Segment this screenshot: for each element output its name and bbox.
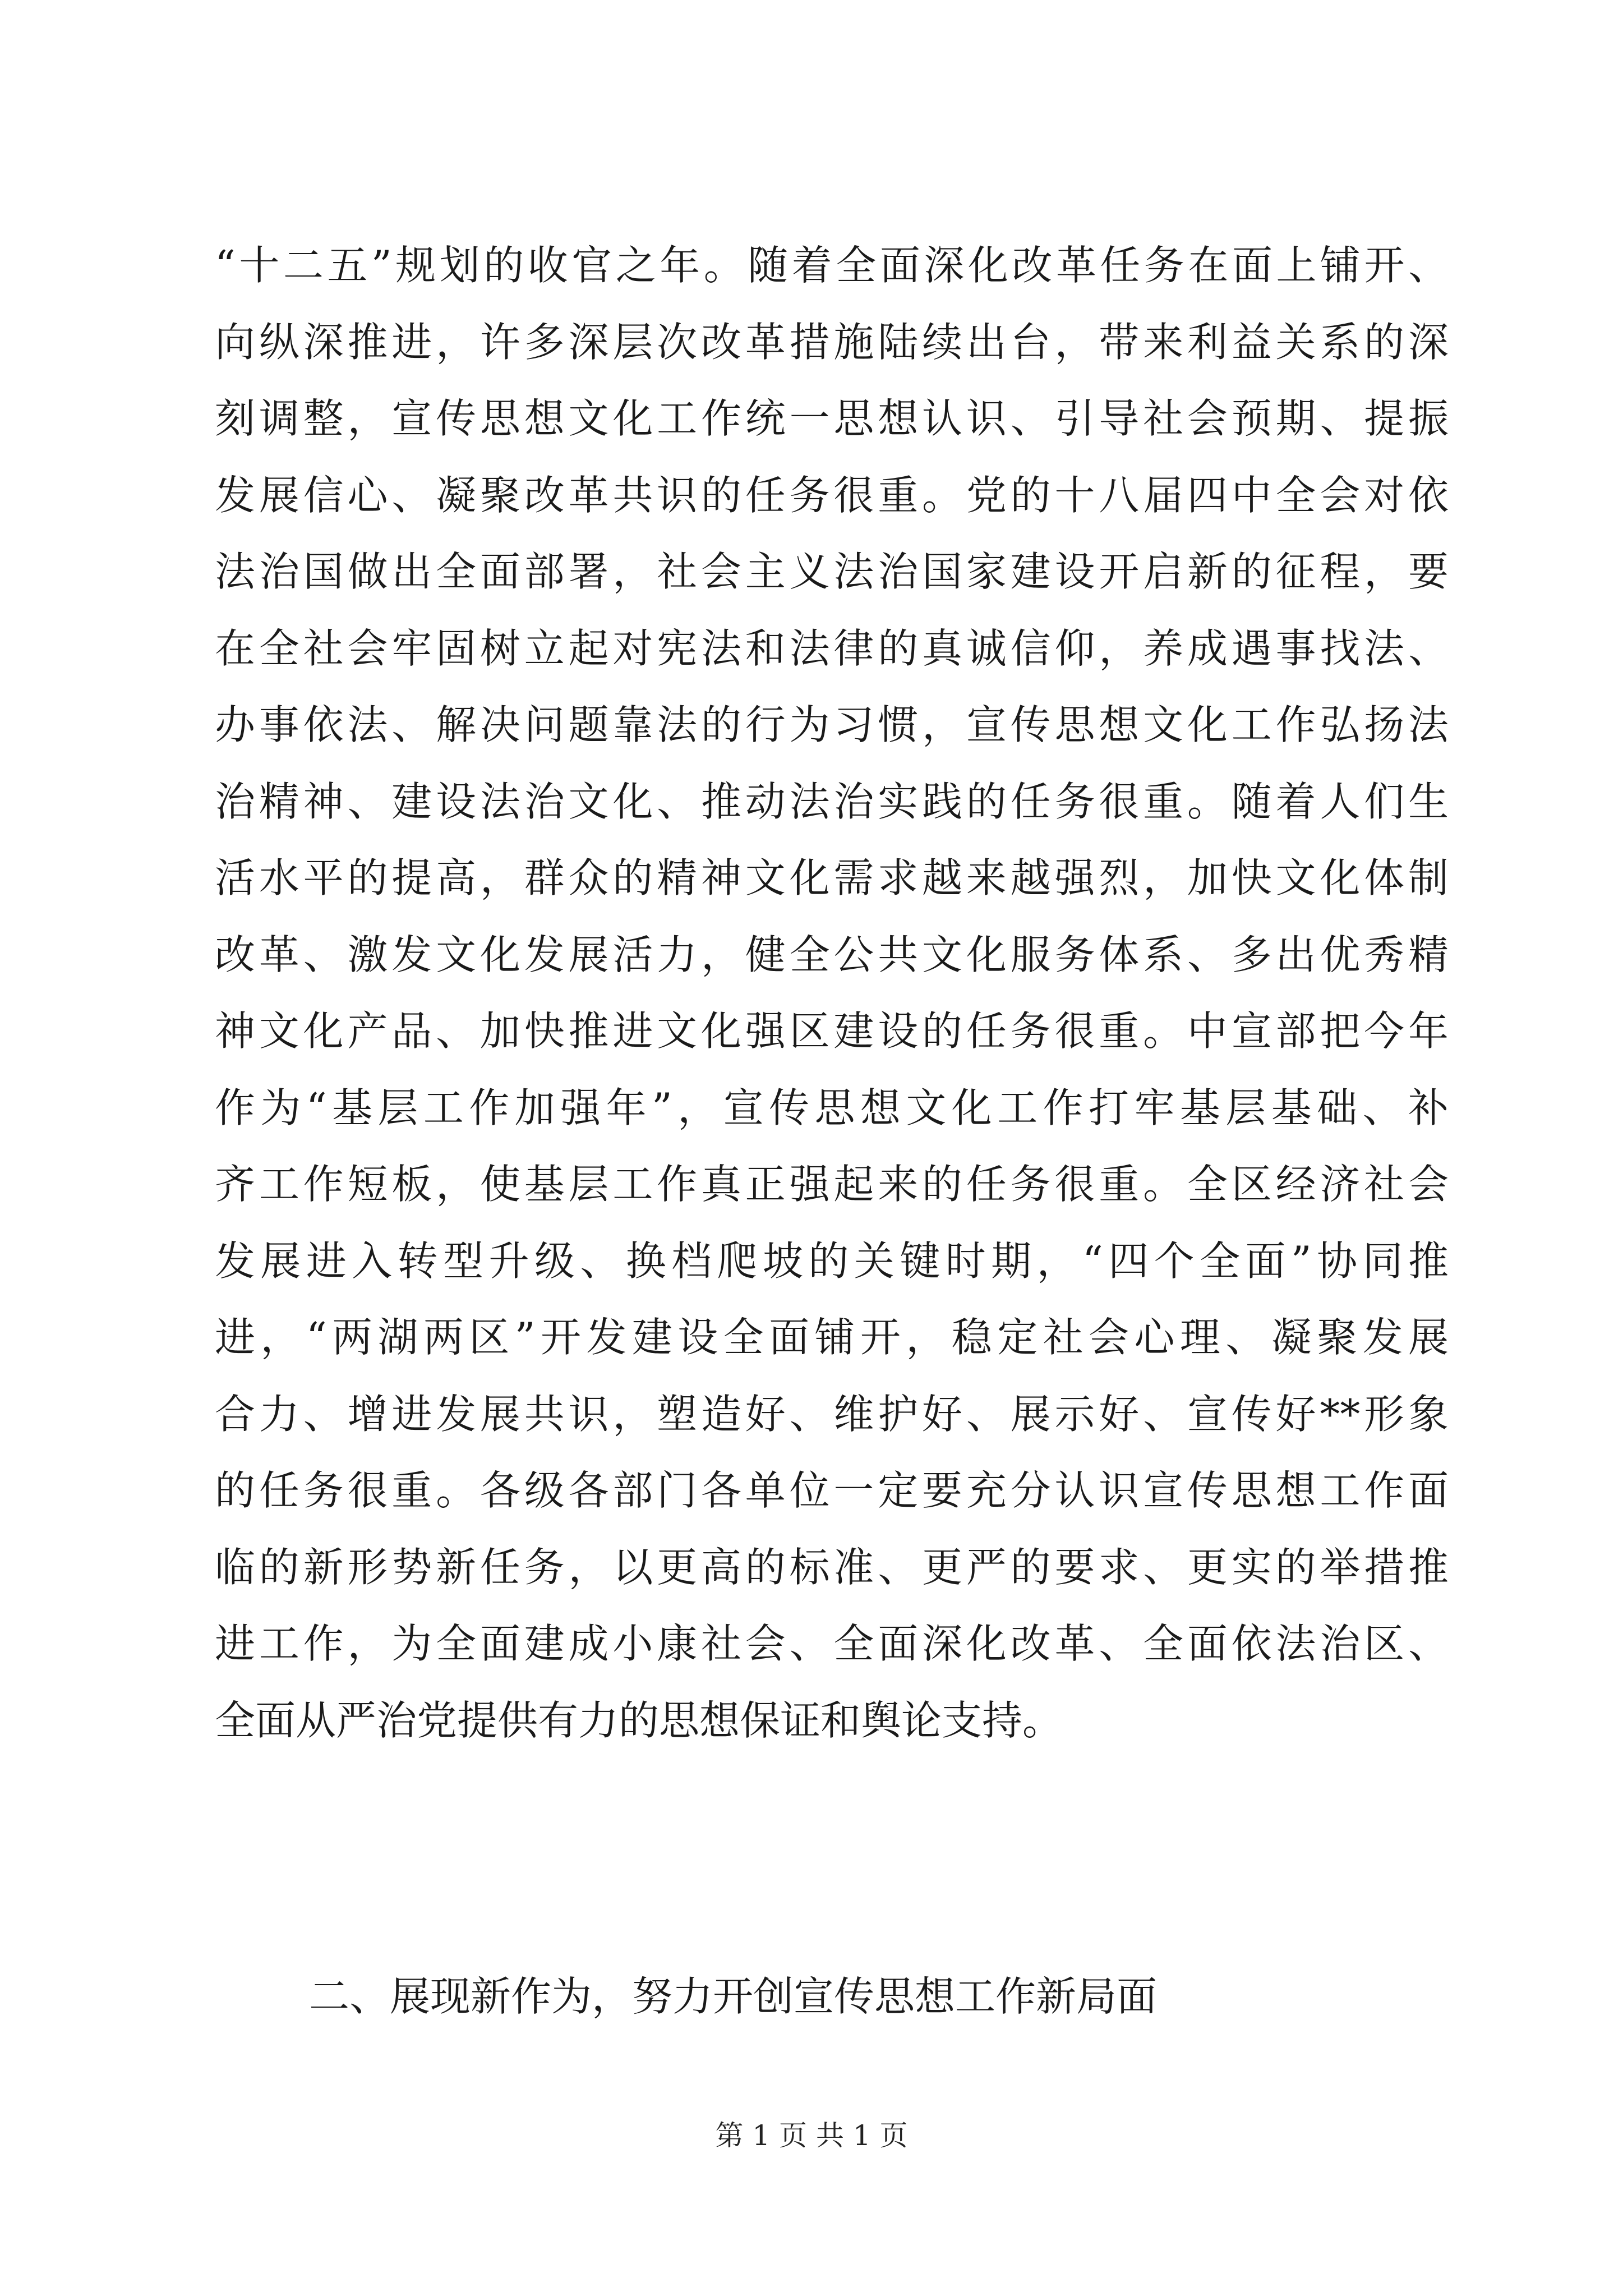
paragraph-line: 进，“两湖两区”开发建设全面铺开，稳定社会心理、凝聚发展 (215, 1314, 1449, 1361)
paragraph-line: 合力、增进发展共识，塑造好、维护好、展示好、宣传好**形象 (215, 1390, 1449, 1438)
paragraph-line: 改革、激发文化发展活力，健全公共文化服务体系、多出优秀精 (215, 931, 1449, 978)
paragraph-line: 在全社会牢固树立起对宪法和法律的真诚信仰，养成遇事找法、 (215, 624, 1449, 672)
paragraph-line: 办事依法、解决问题靠法的行为习惯，宣传思想文化工作弘扬法 (215, 701, 1449, 748)
paragraph-line: 发展信心、凝聚改革共识的任务很重。党的十八届四中全会对依 (215, 471, 1449, 519)
page-footer: 第 1 页 共 1 页 (715, 2119, 908, 2152)
paragraph-line: 刻调整，宣传思想文化工作统一思想认识、引导社会预期、提振 (215, 395, 1449, 442)
paragraph-line: 全面从严治党提供有力的思想保证和舆论支持。 (215, 1696, 1063, 1744)
paragraph-line: 进工作，为全面建成小康社会、全面深化改革、全面依法治区、 (215, 1620, 1449, 1667)
paragraph-line: 神文化产品、加快推进文化强区建设的任务很重。中宣部把今年 (215, 1007, 1449, 1055)
paragraph-line: 治精神、建设法治文化、推动法治实践的任务很重。随着人们生 (215, 777, 1449, 825)
paragraph-line: 向纵深推进，许多深层次改革措施陆续出台，带来利益关系的深 (215, 318, 1449, 366)
paragraph-line: 活水平的提高，群众的精神文化需求越来越强烈，加快文化体制 (215, 854, 1449, 901)
paragraph-line: “十二五”规划的收官之年。随着全面深化改革任务在面上铺开、 (215, 242, 1449, 289)
paragraph-line: 作为“基层工作加强年”，宣传思想文化工作打牢基层基础、补 (215, 1084, 1449, 1131)
paragraph-line: 的任务很重。各级各部门各单位一定要充分认识宣传思想工作面 (215, 1467, 1449, 1514)
paragraph-line: 发展进入转型升级、换档爬坡的关键时期，“四个全面”协同推 (215, 1237, 1449, 1285)
body-paragraph (215, 227, 1449, 1759)
paragraph-line: 法治国做出全面部署，社会主义法治国家建设开启新的征程，要 (215, 548, 1449, 595)
paragraph-line: 临的新形势新任务，以更高的标准、更严的要求、更实的举措推 (215, 1543, 1449, 1591)
section-heading: 二、展现新作为，努力开创宣传思想工作新局面 (309, 1973, 1158, 2020)
paragraph-line: 齐工作短板，使基层工作真正强起来的任务很重。全区经济社会 (215, 1161, 1449, 1208)
